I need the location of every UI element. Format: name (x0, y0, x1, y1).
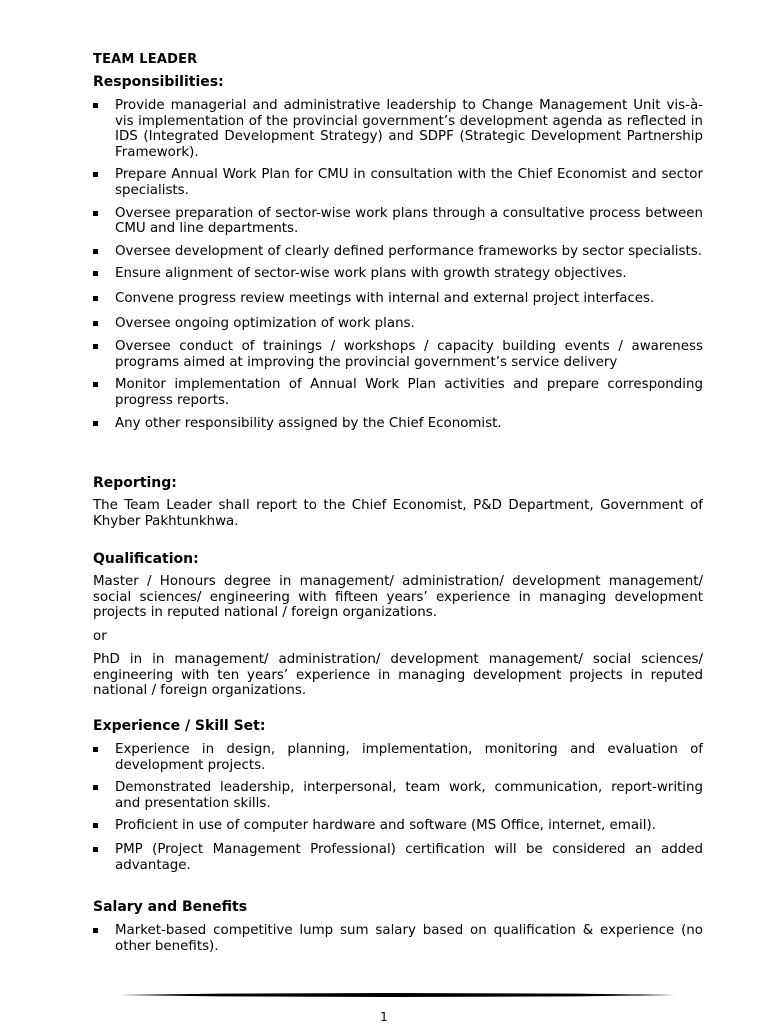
qualification-or: or (93, 629, 107, 644)
bullet-icon (93, 823, 98, 828)
bullet-icon (93, 928, 98, 933)
list-item-text: Oversee development of clearly defined performance frameworks by sector specialists. (115, 243, 702, 259)
list-item-text: Ensure alignment of sector-wise work plans with growth strategy objectives. (115, 266, 627, 282)
bullet-icon (93, 321, 98, 326)
footer-rule (120, 993, 676, 997)
bullet-icon (93, 847, 98, 852)
bullet-icon (93, 785, 98, 790)
list-item-text: Proficient in use of computer hardware and software (MS Office, internet, email). (115, 818, 656, 834)
list-item (93, 377, 703, 408)
reporting-text: The Team Leader shall report to the Chief Economist, P&D Department, Government of Khyber Pakhtunkhwa. (93, 498, 703, 529)
salary-heading: Salary and Benefits (93, 899, 248, 915)
list-item (93, 206, 703, 237)
list-item-text: Oversee ongoing optimization of work plans. (115, 315, 415, 331)
bullet-icon (93, 172, 98, 177)
list-item-text: Experience in design, planning, implementation, monitoring and evaluation of development projects. (115, 742, 703, 773)
list-item (93, 818, 703, 834)
list-item (93, 266, 703, 282)
document-title: TEAM LEADER (93, 52, 198, 67)
list-item-text: Prepare Annual Work Plan for CMU in consultation with the Chief Economist and sector specialists. (115, 167, 703, 198)
bullet-icon (93, 249, 98, 254)
bullet-icon (93, 103, 98, 108)
list-item (93, 842, 703, 873)
qualification-heading: Qualification: (93, 551, 199, 567)
responsibilities-heading: Responsibilities: (93, 74, 224, 90)
bullet-icon (93, 344, 98, 349)
list-item-text: Demonstrated leadership, interpersonal, team work, communication, report-writing and presentation skills. (115, 780, 703, 811)
bullet-icon (93, 296, 98, 301)
experience-list (93, 742, 703, 873)
list-item-text: Any other responsibility assigned by the Chief Economist. (115, 415, 502, 431)
list-item (93, 98, 703, 160)
list-item (93, 416, 703, 432)
list-item (93, 167, 703, 198)
qualification-option-2: PhD in in management/ administration/ development management/ social sciences/ engineering with ten years’ experience in managing development projects in reputed national / foreign organizations. (93, 652, 703, 699)
list-item-text: Oversee conduct of trainings / workshops / capacity building events / awareness programs aimed at improving the provincial government’s service delivery (115, 339, 703, 370)
qualification-option-1: Master / Honours degree in management/ administration/ development management/ social sciences/ engineering with fifteen years’ experience in managing development projects in reputed national / foreign organizations. (93, 574, 703, 621)
list-item (93, 339, 703, 370)
list-item (93, 316, 703, 332)
experience-heading: Experience / Skill Set: (93, 718, 266, 734)
list-item (93, 923, 703, 954)
list-item (93, 780, 703, 811)
list-item (93, 291, 703, 307)
list-item-text: Provide managerial and administrative leadership to Change Management Unit vis-à-vis implementation of the provincial government’s development agenda as reflected in IDS (Integrated Development Strategy) and SDPF (Strategic Development Partnership Framework). (115, 98, 703, 160)
salary-list (93, 923, 703, 954)
bullet-icon (93, 211, 98, 216)
responsibilities-list (93, 98, 703, 431)
page-number: 1 (380, 1010, 388, 1024)
list-item-text: Convene progress review meetings with internal and external project interfaces. (115, 290, 655, 306)
list-item (93, 244, 703, 260)
list-item-text: Oversee preparation of sector-wise work plans through a consultative process between CMU and line departments. (115, 205, 703, 237)
bullet-icon (93, 421, 98, 426)
list-item-text: Market-based competitive lump sum salary based on qualification & experience (no other benefits). (115, 923, 703, 954)
list-item-text: Monitor implementation of Annual Work Plan activities and prepare corresponding progress reports. (115, 377, 703, 408)
bullet-icon (93, 747, 98, 752)
reporting-heading: Reporting: (93, 475, 177, 491)
bullet-icon (93, 271, 98, 276)
list-item-text: PMP (Project Management Professional) certification will be considered an added advantage. (115, 841, 703, 873)
bullet-icon (93, 382, 98, 387)
list-item (93, 742, 703, 773)
